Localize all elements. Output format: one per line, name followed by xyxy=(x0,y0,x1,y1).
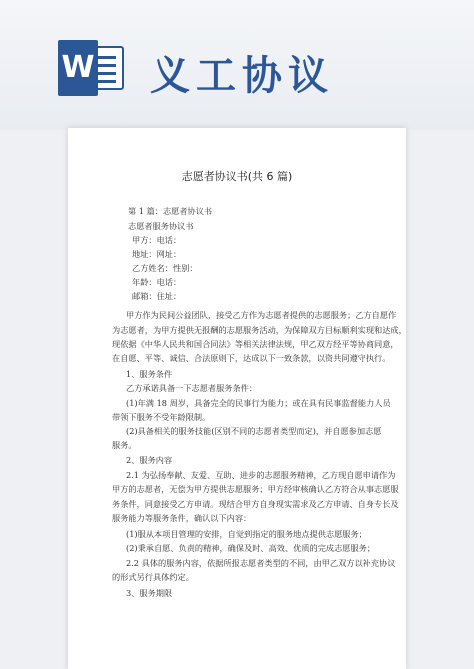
document-line: 地址：网址： xyxy=(132,249,182,259)
document-line: (1)服从本项目管理的安排，自觉到指定的服务地点提供志愿服务； xyxy=(126,529,367,539)
document-line: 甲方：电话： xyxy=(132,235,182,245)
document-line: 在自愿、平等、诚信、合法原则下，达成以下一致条款，以资共同遵守执行。 xyxy=(112,353,391,363)
document-line: 邮箱：住址： xyxy=(132,291,182,301)
word-icon-letter: W xyxy=(58,40,98,96)
document-line: 甲方作为民间公益团队，接受乙方作为志愿者提供的志愿服务；乙方自愿作 xyxy=(126,310,397,320)
document-line: 的形式另行具体约定。 xyxy=(112,572,194,582)
document-line: 服务能力等服务条件，确认以下内容： xyxy=(112,513,252,523)
document-title: 志愿者协议书(共 6 篇) xyxy=(181,170,293,183)
document-line: (1)年满 18 周岁，具备完全的民事行为能力；或在具有民事监督能力人员 xyxy=(126,398,391,408)
document-line: 1、服务条件 xyxy=(126,369,173,379)
document-line: 为志愿者，为甲方提供无报酬的志愿服务活动，为保障双方目标顺利实现和达成， xyxy=(112,325,407,335)
word-icon xyxy=(58,40,126,96)
page-title: 义工协议 xyxy=(150,53,334,99)
document-line: 2.2 具体的服务内容，依据所报志愿者类型的不同，由甲乙双方以补充协议 xyxy=(126,558,396,568)
document-line: 第 1 篇：志愿者协议书 xyxy=(128,206,213,216)
document-line: 2.1 为弘扬奉献、友爱、互助、进步的志愿服务精神，乙方现自愿申请作为 xyxy=(126,470,396,480)
document-line: 乙方姓名：性别： xyxy=(132,263,198,273)
document-line: 乙方承诺具备一下志愿者服务条件： xyxy=(126,383,258,393)
document-line: 服务。 xyxy=(112,440,137,450)
document-line: 甲方的志愿者，无偿为甲方提供志愿服务；甲方经审核确认乙方符合从事志愿服 xyxy=(112,484,399,494)
document-line: 现依据《中华人民共和国合同法》等相关法律法规，甲乙双方经平等协商同意， xyxy=(112,339,399,349)
document-line: (2)秉承自愿、负责的精神，确保及时、高效、优质的完成志愿服务； xyxy=(126,543,376,553)
document-line: 务条件，同意接受乙方申请。现结合甲方自身现实需求及乙方申请、自身专长及 xyxy=(112,499,399,509)
document-line: 3、服务期限 xyxy=(126,588,173,598)
document-line: (2)具备相关的服务技能(区别不同的志愿者类型而定)，并自愿参加志愿 xyxy=(126,426,382,436)
document-page xyxy=(68,128,406,669)
document-line: 年龄：电话： xyxy=(132,277,182,287)
document-line: 带领下服务不受年龄限制。 xyxy=(112,412,211,422)
header-banner xyxy=(0,0,474,130)
document-line: 志愿者服务协议书 xyxy=(128,221,194,231)
document-line: 2、服务内容 xyxy=(126,455,173,465)
